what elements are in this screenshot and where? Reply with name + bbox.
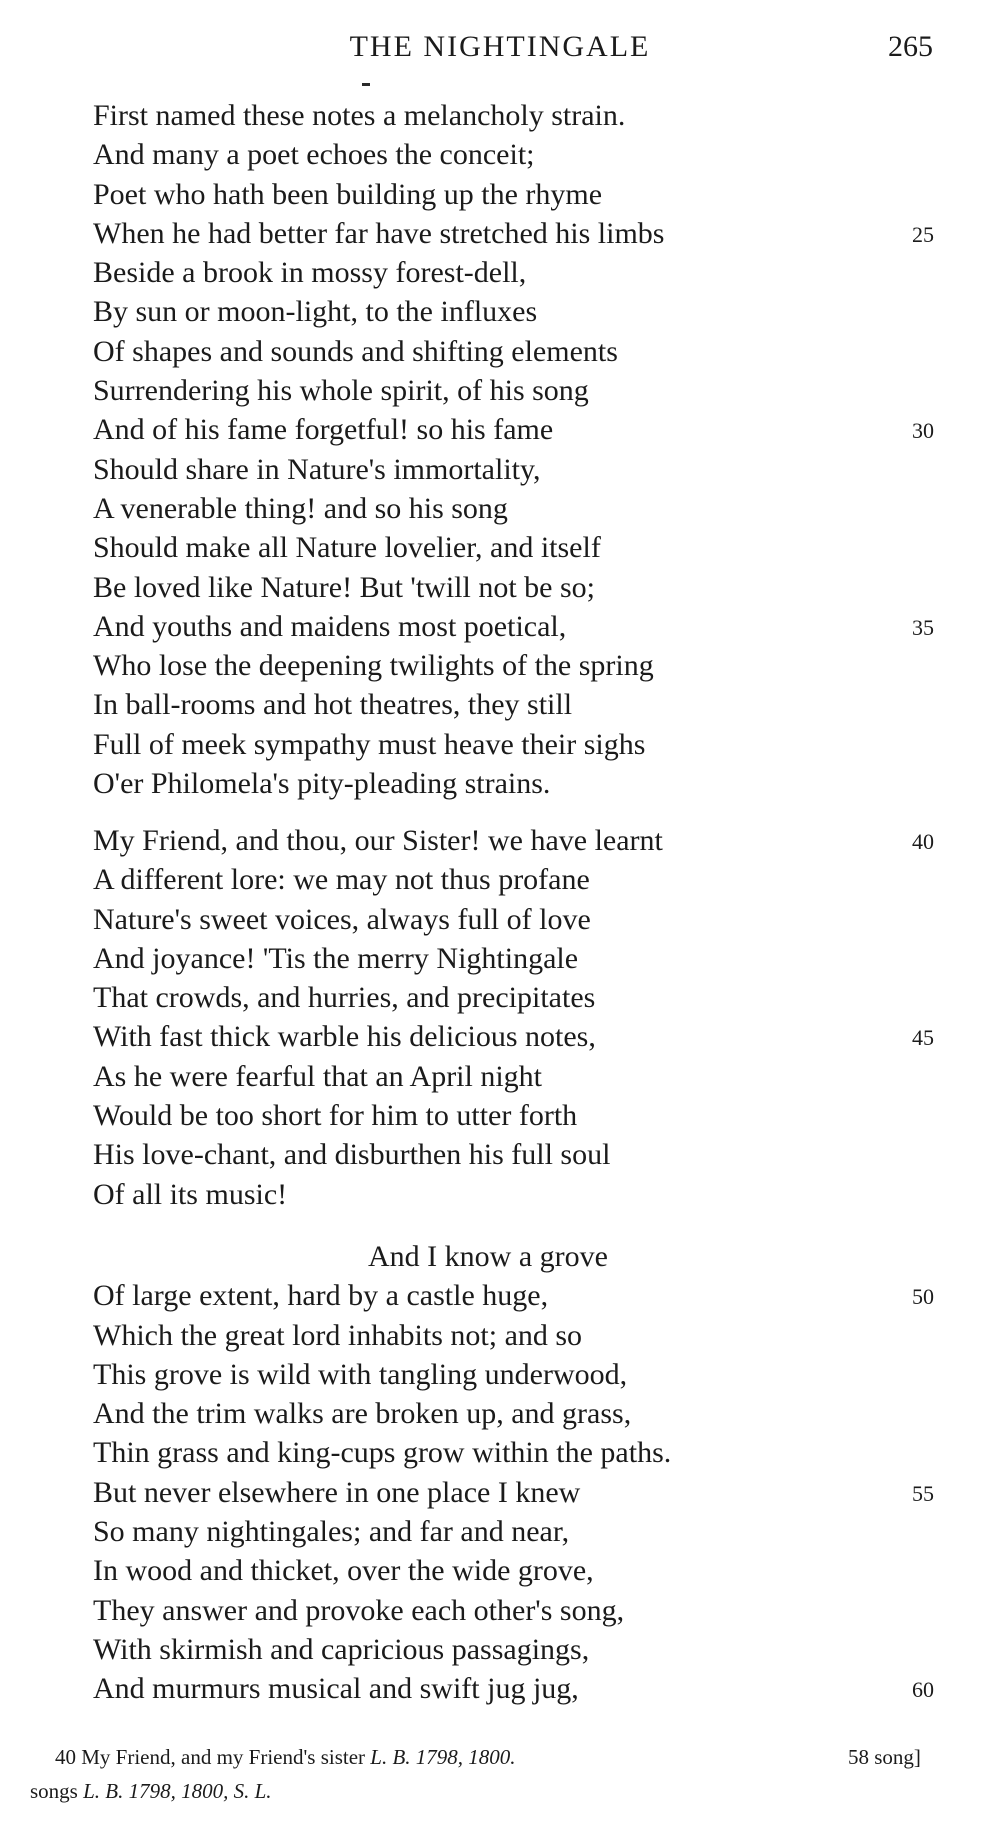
page-number: 265 (888, 30, 933, 63)
poem-line-text: Should make all Nature lovelier, and itself (93, 531, 601, 565)
poem-line-text: My Friend, and thou, our Sister! we have learnt (93, 824, 663, 857)
poem-line (0, 1355, 1000, 1394)
poem-line (0, 175, 1000, 214)
poem-line-text: First named these notes a melancholy strain. (93, 99, 626, 132)
poem-line-text: Poet who hath been building up the rhyme (93, 177, 603, 211)
poem-line-text: In ball-rooms and hot theatres, they still (93, 688, 573, 722)
footnote-source: L. B. 1798, 1800, S. L. (83, 1779, 272, 1803)
poem-line (0, 332, 1000, 371)
line-number: 35 (912, 614, 934, 640)
poem-line-text: And of his fame forgetful! so his fame (93, 413, 554, 447)
poem-line-text: Nature's sweet voices, always full of love (93, 902, 591, 936)
poem-line-text: A different lore: we may not thus profane (93, 863, 590, 897)
poem-line-text: Of large extent, hard by a castle huge, (93, 1279, 549, 1313)
poem-line-text: Be loved like Nature! But 'twill not be so; (93, 570, 595, 604)
poem-line (0, 685, 1000, 724)
poem-line (0, 1433, 1000, 1472)
poem-line (0, 1669, 1000, 1708)
line-number: 60 (912, 1677, 934, 1703)
poem-line (0, 725, 1000, 764)
poem-line (0, 1394, 1000, 1433)
poem-line (0, 939, 1000, 978)
poem-line (0, 1135, 1000, 1174)
poem-line-text: Should share in Nature's immortality, (93, 452, 541, 486)
footnote-line-2 (0, 1776, 1000, 1810)
poem-line-text: But never elsewhere in one place I knew (93, 1475, 581, 1509)
poem-line (0, 978, 1000, 1017)
header-ornament-mark (362, 83, 370, 86)
poem-line-text: Full of meek sympathy must heave their sighs (93, 727, 646, 761)
poem-line-text: Surrendering his whole spirit, of his song (93, 374, 589, 408)
poem-line (0, 1237, 1000, 1276)
poem-line-text: And murmurs musical and swift jug jug, (93, 1672, 579, 1706)
poem-line-text: In wood and thicket, over the wide grove, (93, 1554, 594, 1588)
poem-line (0, 568, 1000, 607)
poem-line-text: Thin grass and king-cups grow within the paths. (93, 1436, 672, 1470)
poem-line (0, 292, 1000, 331)
line-number: 45 (912, 1025, 934, 1051)
poem-line (0, 1630, 1000, 1669)
poem-line-text: And I know a grove (368, 1240, 608, 1273)
poem-line (0, 214, 1000, 253)
footnote-text: songs (30, 1779, 78, 1803)
poem-line (0, 860, 1000, 899)
poem-line-text: So many nightingales; and far and near, (93, 1515, 570, 1549)
poem-line (0, 410, 1000, 449)
poem-line-text: And many a poet echoes the conceit; (93, 138, 535, 172)
poem-line-text: By sun or moon-light, to the influxes (93, 295, 538, 329)
footnote-text: 40 My Friend, and my Friend's sister (55, 1745, 366, 1769)
poem-line-text: When he had better far have stretched his limbs (93, 216, 665, 250)
poem-line (0, 900, 1000, 939)
poem-line (0, 371, 1000, 410)
poem-line (0, 607, 1000, 646)
poem-line (0, 1276, 1000, 1315)
line-number: 25 (912, 221, 934, 247)
poem-line (0, 646, 1000, 685)
footnote-source: L. B. 1798, 1800. (370, 1745, 516, 1769)
poem-line-text: Who lose the deepening twilights of the spring (93, 649, 654, 683)
poem-line (0, 1316, 1000, 1355)
poem-line-text: O'er Philomela's pity-pleading strains. (93, 767, 551, 801)
footnote-variant-58: 58 song] (848, 1745, 921, 1769)
line-number: 30 (912, 418, 934, 444)
poem-line (0, 1057, 1000, 1096)
stanza-2 (0, 821, 1000, 1214)
line-number: 55 (912, 1480, 934, 1506)
poem-line-text: And the trim walks are broken up, and grass, (93, 1397, 632, 1431)
poem-line-text: And youths and maidens most poetical, (93, 609, 567, 643)
poem-line-text: With fast thick warble his delicious notes, (93, 1020, 596, 1054)
poem-line (0, 528, 1000, 567)
poem-line-text: Would be too short for him to utter forth (93, 1099, 578, 1133)
poem-line-text: A venerable thing! and so his song (93, 491, 508, 525)
poem-line (0, 135, 1000, 174)
poem-line (0, 1017, 1000, 1056)
poem-line (0, 450, 1000, 489)
line-number: 40 (912, 829, 934, 854)
stanza-1 (0, 96, 1000, 803)
footnote-continuation (30, 1776, 272, 1806)
poem-line (0, 1175, 1000, 1214)
footnotes (0, 1742, 1000, 1810)
poem-line (0, 253, 1000, 292)
stanza-3 (0, 1237, 1000, 1709)
line-number: 50 (912, 1284, 934, 1310)
poem-line-text: As he were fearful that an April night (93, 1059, 543, 1093)
poem-line (0, 1473, 1000, 1512)
poem-line (0, 1591, 1000, 1630)
footnote-variant-40 (55, 1742, 516, 1772)
poem-line-text: And joyance! 'Tis the merry Nightingale (93, 941, 579, 975)
poem-line (0, 1096, 1000, 1135)
poem-line (0, 1512, 1000, 1551)
running-head-title: THE NIGHTINGALE (349, 30, 651, 63)
poem-line (0, 821, 1000, 860)
poem-line-text: That crowds, and hurries, and precipitates (93, 981, 596, 1015)
poem-line-text: Beside a brook in mossy forest-dell, (93, 256, 527, 290)
poem-line-text: Which the great lord inhabits not; and so (93, 1318, 583, 1352)
footnote-line-1 (0, 1742, 1000, 1776)
poem-line (0, 96, 1000, 135)
poem-line (0, 489, 1000, 528)
poem-line-text: His love-chant, and disburthen his full soul (93, 1138, 611, 1172)
poem-line-text: This grove is wild with tangling underwood, (93, 1357, 628, 1391)
poem-line (0, 1551, 1000, 1590)
poem-line-text: They answer and provoke each other's song, (93, 1593, 625, 1627)
poem-line-text: With skirmish and capricious passagings, (93, 1632, 590, 1666)
poem-line-text: Of all its music! (93, 1177, 288, 1211)
poem-line-text: Of shapes and sounds and shifting elements (93, 334, 618, 368)
poem-line (0, 764, 1000, 803)
